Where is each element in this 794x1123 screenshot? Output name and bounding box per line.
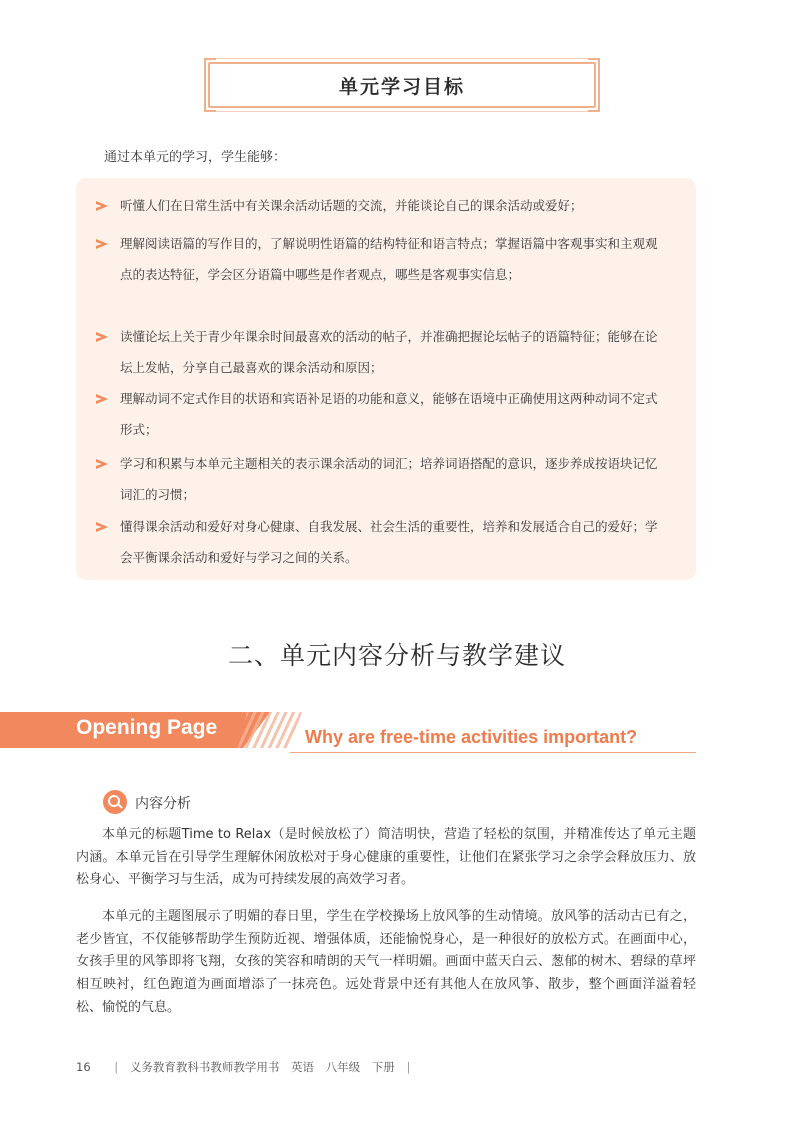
arrow-bullet-icon <box>96 239 108 249</box>
analysis-paragraph: 本单元的主题图展示了明媚的春日里，学生在学校操场上放风筝的生动情境。放风筝的活动古已有之，老少皆宜，不仅能够帮助学生预防近视、增强体质，还能愉悦身心，是一种很好的放松方式。在画面中心，女孩手里的风筝即将飞翔，女孩的笑容和晴朗的天气一样明媚。画面中蓝天白云、葱郁的树木、碧绿的草坪相互映衬，红色跑道为画面增添了一抹亮色。远处背景中还有其他人在放风筝、散步，整个画面洋溢着轻松、愉悦的气息。 <box>76 909 696 1015</box>
section-heading: 二、单元内容分析与教学建议 <box>227 641 566 670</box>
goal-text: 学习和积累与本单元主题相关的表示课余活动的词汇；培养词语搭配的意识，逐步养成按语块记忆词汇的习惯； <box>120 456 658 502</box>
arrow-bullet-icon <box>96 459 108 469</box>
arrow-bullet-icon <box>96 394 108 404</box>
goal-text: 读懂论坛上关于青少年课余时间最喜欢的活动的帖子，并准确把握论坛帖子的语篇特征；能够在论坛上发帖，分享自己最喜欢的课余活动和原因； <box>120 329 658 375</box>
goal-text: 听懂人们在日常生活中有关课余活动话题的交流，并能谈论自己的课余活动或爱好； <box>120 198 583 213</box>
analysis-title: 内容分析 <box>135 796 191 812</box>
volume: 下册 <box>371 1060 395 1074</box>
goal-item <box>96 190 666 221</box>
book-title: 义务教育教科书教师教学用书 <box>129 1060 280 1074</box>
goal-text: 懂得课余活动和爱好对身心健康、自我发展、社会生活的重要性，培养和发展适合自己的爱好；学会平衡课余活动和爱好与学习之间的关系。 <box>120 519 658 565</box>
question-underline <box>290 752 696 753</box>
page-footer <box>76 1059 418 1075</box>
goals-panel <box>76 178 696 580</box>
arrow-bullet-icon <box>96 332 108 342</box>
arrow-bullet-icon <box>96 201 108 211</box>
page-number: 16 <box>76 1060 91 1074</box>
subject: 英语 <box>290 1060 314 1074</box>
goal-item <box>96 383 666 445</box>
search-icon <box>103 790 127 814</box>
goal-text: 理解动词不定式作目的状语和宾语补足语的功能和意义，能够在语境中正确使用这两种动词不定式形式； <box>120 391 658 437</box>
goal-item <box>96 511 666 573</box>
opening-page-label: Opening Page <box>76 716 218 739</box>
goal-item <box>96 448 666 510</box>
opening-question: Why are free-time activities important? <box>305 727 638 747</box>
goal-text: 理解阅读语篇的写作目的，了解说明性语篇的结构特征和语言特点；掌握语篇中客观事实和主观观点的表达特征，学会区分语篇中哪些是作者观点，哪些是客观事实信息； <box>120 236 658 282</box>
unit-goals-title: 单元学习目标 <box>338 75 465 98</box>
unit-goals-title-box <box>208 62 596 108</box>
arrow-bullet-icon <box>96 522 108 532</box>
analysis-paragraph: 本单元的标题Time to Relax（是时候放松了）简洁明快，营造了轻松的氛围，并精准传达了单元主题内涵。本单元旨在引导学生理解休闲放松对于身心健康的重要性，让他们在紧张学习之余学会释放压力、放松身心、平衡学习与生活，成为可持续发展的高效学习者。 <box>76 827 696 888</box>
footer-separator: | <box>406 1060 411 1074</box>
goal-item <box>96 321 666 383</box>
intro-text: 通过本单元的学习，学生能够： <box>104 150 287 165</box>
footer-separator: | <box>114 1060 119 1074</box>
banner-stripes <box>238 712 302 748</box>
goal-item <box>96 228 666 290</box>
grade: 八年级 <box>325 1060 361 1074</box>
